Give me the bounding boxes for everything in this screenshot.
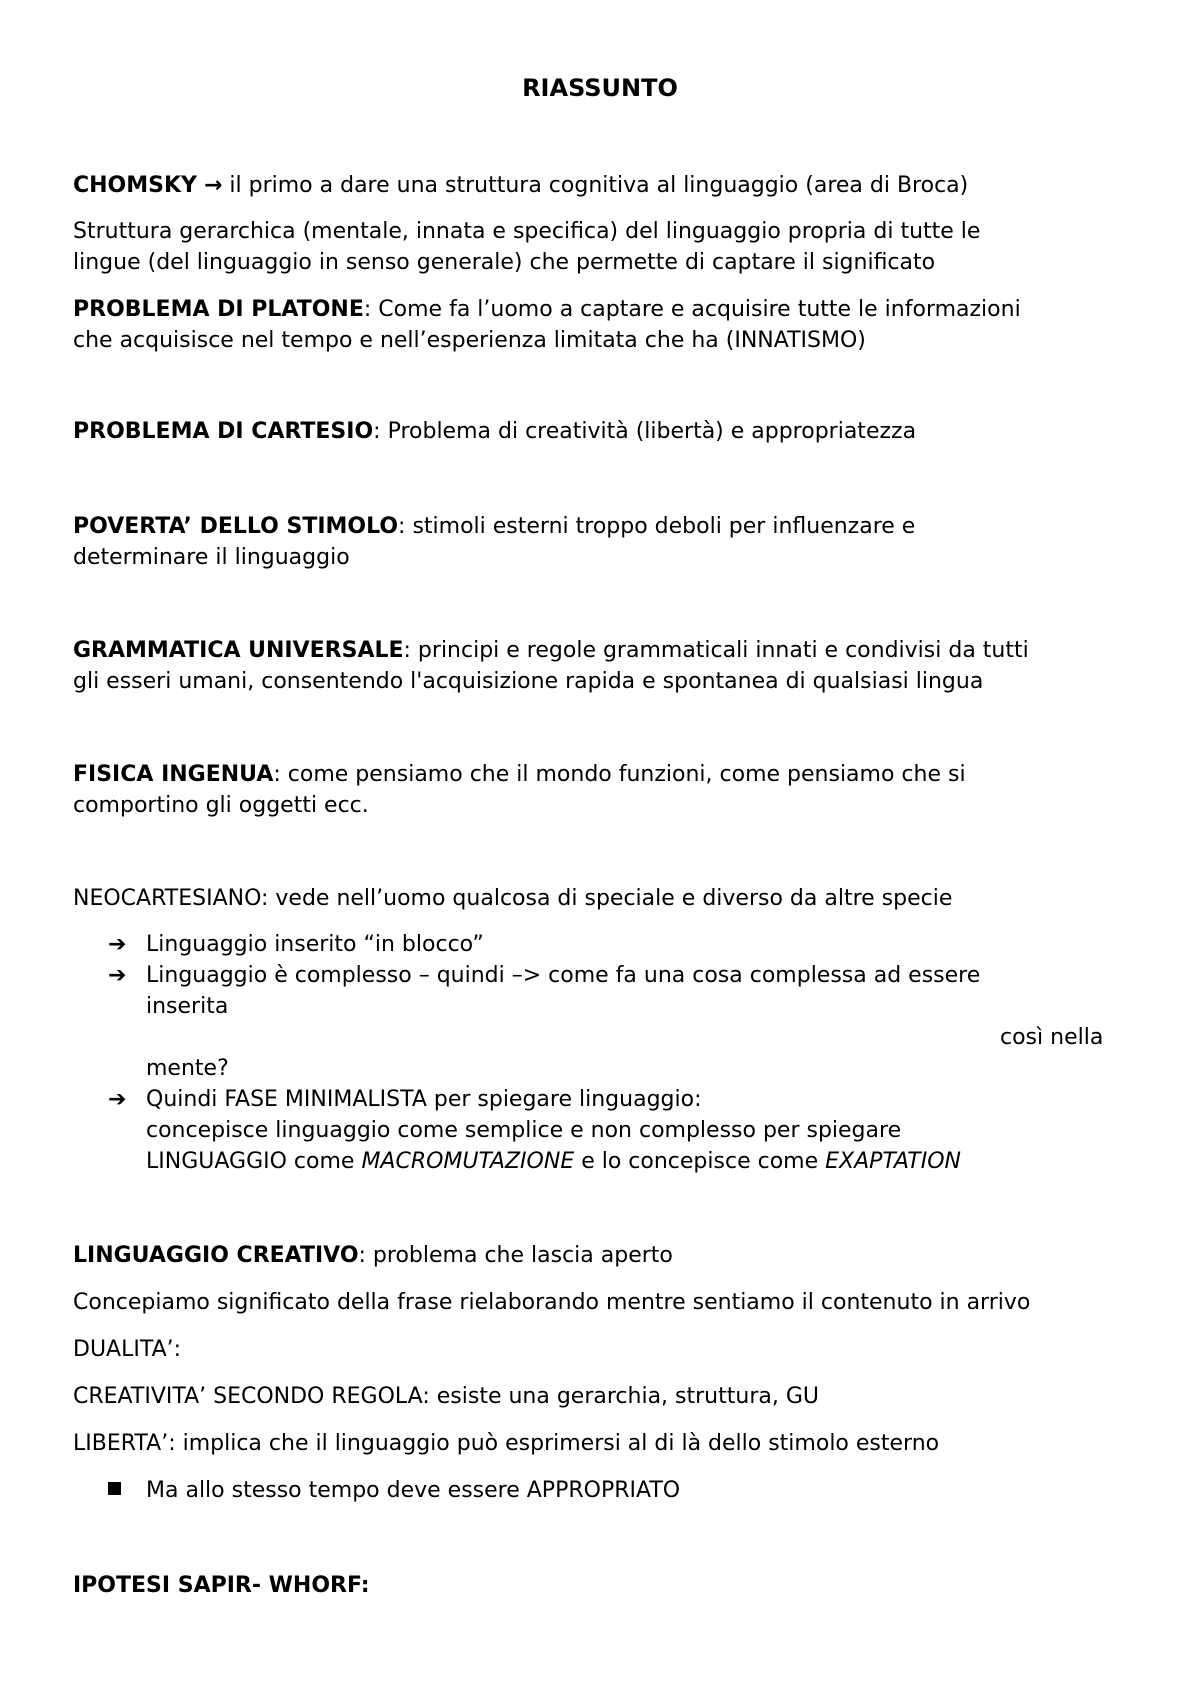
bullet-2-line-2: inserita bbox=[146, 994, 229, 1019]
list-item bbox=[108, 1084, 702, 1115]
macromutazione-term: MACROMUTAZIONE bbox=[361, 1149, 575, 1174]
chomsky-paragraph bbox=[73, 170, 1141, 201]
list-item bbox=[108, 929, 484, 960]
poverta-text-1: : stimoli esterni troppo deboli per influenzare e bbox=[398, 514, 916, 539]
exaptation-term: EXAPTATION bbox=[825, 1149, 961, 1174]
chomsky-term: CHOMSKY bbox=[73, 173, 197, 198]
cartesio-term: PROBLEMA DI CARTESIO bbox=[73, 419, 374, 444]
dualita-paragraph: DUALITA’: bbox=[73, 1337, 182, 1362]
platone-text-2: che acquisisce nel tempo e nell’esperienza limitata che ha (INNATISMO) bbox=[73, 328, 866, 353]
creativita-paragraph: CREATIVITA’ SECONDO REGOLA: esiste una gerarchia, struttura, GU bbox=[73, 1384, 819, 1409]
fisica-term: FISICA INGENUA bbox=[73, 762, 274, 787]
creativo-term: LINGUAGGIO CREATIVO bbox=[73, 1243, 359, 1268]
liberta-paragraph: LIBERTA’: implica che il linguaggio può esprimersi al di là dello stimolo esterno bbox=[73, 1431, 940, 1456]
poverta-text-2: determinare il linguaggio bbox=[73, 545, 350, 570]
grammatica-text-1: : principi e regole grammaticali innati e condivisi da tutti bbox=[403, 638, 1029, 663]
creativo-text: : problema che lascia aperto bbox=[358, 1243, 673, 1268]
bullet-2-line-3: così nella bbox=[1000, 1025, 1104, 1050]
fisica-text-1: : come pensiamo che il mondo funzioni, come pensiamo che si bbox=[273, 762, 966, 787]
square-bullet-text: Ma allo stesso tempo deve essere APPROPRIATO bbox=[146, 1478, 681, 1503]
fisica-text-2: comportino gli oggetti ecc. bbox=[73, 793, 369, 818]
poverta-paragraph bbox=[73, 511, 1141, 573]
bullet-3-line-2: concepisce linguaggio come semplice e non complesso per spiegare bbox=[146, 1118, 902, 1143]
neocartesiano-paragraph bbox=[73, 883, 1141, 914]
list-item bbox=[108, 1475, 681, 1506]
struttura-paragraph bbox=[73, 216, 1141, 278]
cartesio-paragraph bbox=[73, 416, 1141, 447]
struttura-line-1: Struttura gerarchica (mentale, innata e specifica) del linguaggio propria di tutte le bbox=[73, 219, 981, 244]
sapir-paragraph bbox=[73, 1570, 1141, 1601]
platone-paragraph bbox=[73, 294, 1141, 356]
arrow-bullet-icon: ➔ bbox=[108, 963, 127, 988]
neocartesiano-text: NEOCARTESIANO: vede nell’uomo qualcosa di speciale e diverso da altre specie bbox=[73, 886, 953, 911]
bullet-3-line-3-c: e lo concepisce come bbox=[574, 1149, 826, 1174]
bullet-3-text: Quindi FASE MINIMALISTA per spiegare linguaggio: bbox=[146, 1087, 702, 1112]
arrow-bullet-icon: ➔ bbox=[108, 1087, 127, 1112]
bullet-3-line-3-a: LINGUAGGIO come bbox=[146, 1149, 362, 1174]
chomsky-text: il primo a dare una struttura cognitiva al linguaggio (area di Broca) bbox=[222, 173, 969, 198]
page-title: RIASSUNTO bbox=[522, 74, 678, 102]
grammatica-text-2: gli esseri umani, consentendo l'acquisizione rapida e spontanea di qualsiasi lingua bbox=[73, 669, 984, 694]
fisica-paragraph bbox=[73, 759, 1141, 821]
bullet-2-text: Linguaggio è complesso – quindi –> come fa una cosa complessa ad essere bbox=[146, 963, 981, 988]
square-bullet-icon bbox=[108, 1475, 146, 1506]
cartesio-text: : Problema di creatività (libertà) e appropriatezza bbox=[373, 419, 917, 444]
bullet-1-text: Linguaggio inserito “in blocco” bbox=[146, 932, 484, 957]
grammatica-term: GRAMMATICA UNIVERSALE bbox=[73, 638, 404, 663]
concepiamo-paragraph: Concepiamo significato della frase rielaborando mentre sentiamo il contenuto in arrivo bbox=[73, 1290, 1031, 1315]
bullet-2-line-4: mente? bbox=[146, 1056, 229, 1081]
platone-text-1: : Come fa l’uomo a captare e acquisire tutte le informazioni bbox=[363, 297, 1021, 322]
bullet-3-line-3 bbox=[146, 1146, 961, 1177]
arrow-icon: → bbox=[203, 173, 223, 198]
creativo-paragraph bbox=[73, 1240, 1141, 1271]
platone-term: PROBLEMA DI PLATONE bbox=[73, 297, 364, 322]
sapir-term: IPOTESI SAPIR- WHORF: bbox=[73, 1573, 370, 1598]
list-item bbox=[108, 960, 981, 991]
struttura-line-2: lingue (del linguaggio in senso generale) che permette di captare il significato bbox=[73, 250, 936, 275]
arrow-bullet-icon: ➔ bbox=[108, 932, 127, 957]
poverta-term: POVERTA’ DELLO STIMOLO bbox=[73, 514, 399, 539]
grammatica-paragraph bbox=[73, 635, 1141, 697]
